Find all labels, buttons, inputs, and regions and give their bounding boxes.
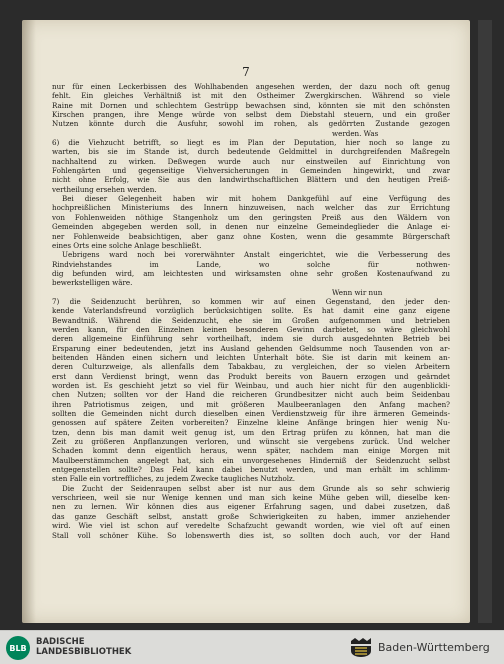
text-line: das ganze Geschäft selbst, anstatt große Schwierigkeiten zu haben, immer anziehender: [52, 511, 450, 521]
text-line: nen zu lernen. Wir können dies aus eigener Erfahrung sagen, und dabei zusetzen, daß: [52, 502, 450, 512]
text-line: Raine mit Dornen und schlechtem Gestrüpp bewachsen sind, könnten sie mit den schönsten: [52, 100, 450, 110]
text-line: nur für einen Leckerbissen des Wohlhabenden angesehen werden, der dazu noch oft genug: [52, 82, 450, 91]
text-line: kende Vaterlandsfreund vorzüglich berücksichtigen sollte. Es hat damit eine ganz eigene: [52, 306, 450, 316]
text-line: dig befunden wird, am leichtesten und wirksamsten ohne sehr großen Kostenaufwand zu: [52, 268, 450, 278]
baden-wuerttemberg-crest-icon: [348, 637, 374, 658]
text-line: Maulbeerstämmchen angelegt hat, sich ein unvorgesehenes Hinderniß der Seidenzucht selbst: [52, 455, 450, 465]
text-line: von Fohlenweiden nöthige Stangenholz um den geringsten Preiß aus den Wäldern von: [52, 212, 450, 222]
text-line: Gemeinden abgegeben werden soll, in denen nur einzelne Gemeindeglieder die Anlage ei-: [52, 222, 450, 232]
blb-name-line1: BADISCHE: [36, 637, 85, 647]
text-line: Nutzen könnte durch die Ausfuhr, sowohl im rohen, als gedörrten Zustande gezogen: [52, 119, 450, 129]
text-line: Schaden kommt denn eigentlich heraus, wenn später, nachdem man einige Morgen mit: [52, 446, 450, 456]
text-line: nachhaltend zu wirken. Deßwegen wurde auch nur einstweilen auf Einrichtung von: [52, 156, 450, 166]
text-line: eines Orts eine solche Anlage beschließt.: [52, 240, 202, 250]
text-line: Fohlengärten und gegenseitige Viehversicherungen in Gemeinden hingewirkt, und zwar: [52, 166, 450, 176]
text-line: Uebrigens ward noch bei vorerwähnter Anstalt eingerichtet, wie die Verbesserung des: [62, 250, 450, 260]
page-edge-strip: [478, 20, 492, 623]
document-page: [22, 20, 470, 623]
text-line: Zeit zu größeren Anpflanzungen verloren, und wünscht sie vergebens zurück. Und welcher: [52, 437, 450, 447]
text-line: tzen, denn bis man damit weit genug ist, um den Ertrag prüfen zu können, hat man die: [52, 427, 450, 437]
text-line: Bei dieser Gelegenheit haben wir mit hohem Dankgefühl auf eine Verfügung des: [62, 194, 450, 204]
blb-name-line2: LANDESBIBLIOTHEK: [36, 647, 132, 657]
text-line: sollten die Gemeinden nicht durch dieselben einen Verdienstzweig für ihre ärmeren Gemeinds-: [52, 409, 450, 419]
blb-logo-icon[interactable]: BLB: [6, 636, 30, 660]
text-line: werden kann, für den Einzelnen keinen besonderen Gewinn darbietet, so wäre gleichwohl: [52, 324, 450, 334]
text-line: verschrieen, weil sie nur Wenige kennen und man sich keine Mühe geben will, dieselbe ken-: [52, 493, 450, 503]
text-line: genossen auf spätere Zeiten vorbereiten? Einzelne kleine Anfänge bringen hier wenig Nu-: [52, 418, 450, 428]
text-line: deren allgemeine Einführung sehr vortheilhaft, indem sie durch ausgedehnten Betrieb bei: [52, 334, 450, 344]
page-number: 7: [242, 65, 250, 79]
text-line: ihren Patriotismus zeigen, und mit größeren Maulbeeranlagen den Anfang machen?: [52, 399, 450, 409]
text-line: Bewandtniß. Während die Seidenzucht, ehe sie im Großen aufgenommen und betrieben: [52, 315, 450, 325]
body-text: [52, 82, 450, 540]
text-line: ner Fohlenweide beabsichtigen, aber ganz ohne Kosten, wenn die gesammte Bürgerschaft: [52, 231, 450, 241]
text-line: Ersparung einer bedeutenden, jetzt ins Ausland gehenden Geldsumme noch Tausenden von ar-: [52, 343, 450, 353]
text-line: vertheilung ersehen werden.: [52, 184, 157, 194]
text-line: Stall voll schöner Kühe. So lobenswerth dies ist, so sollten doch auch, vor der Hand: [52, 530, 450, 540]
text-line: Kirschen prangen, ihre Menge würde von selbst dem Diebstahl steuern, und ein großer: [52, 110, 450, 120]
text-line: fehlt. Ein gleiches Verhältniß ist mit den Ostheimer Zwergkirschen. Während so viele: [52, 91, 450, 101]
text-line: erst dann Verdienst bringt, wenn das Produkt bereits von Bauern erzogen und geärndet: [52, 371, 450, 381]
text-line: worden ist. Es geschieht jetzt so viel für Weinbau, und auch hier nicht für den augenblickli-: [52, 381, 450, 390]
text-line: Wenn wir nun: [332, 287, 383, 297]
text-line: beitenden Händen einen sichern und leichten Unterhalt böte. Sie ist darin mit keinem an-: [52, 352, 450, 362]
text-line: hochpreißlichen Ministeriums des Innern hinzuweisen, nach welcher das zur Errichtung: [52, 203, 450, 213]
baden-wuerttemberg-label[interactable]: Baden-Württemberg: [378, 641, 490, 654]
text-line: sten Falle ein vortreffliches, zu jedem Zwecke taugliches Nutzholz.: [52, 474, 296, 484]
text-line: werden. Was: [332, 128, 379, 138]
text-line: Rindviehstandes im Lande, wo solche für nothwen-: [52, 259, 450, 269]
text-line: 7) die Seidenzucht berühren, so kommen wir auf einen Gegenstand, den jeder den-: [52, 296, 450, 306]
text-line: Die Zucht der Seidenraupen selbst aber ist nur aus dem Grunde als so sehr schwierig: [62, 483, 450, 493]
text-line: 6) die Viehzucht betrifft, so liegt es im Plan der Deputation, hier noch so lange zu: [52, 138, 450, 148]
text-line: entgegenstellen sollte? Das Feld kann dabei benutzt werden, und man erhält im schlimm-: [52, 465, 450, 475]
text-line: bewerkstelligen wäre.: [52, 278, 133, 288]
text-line: chen Nutzen; sollten vor der Hand die reicheren Grundbesitzer nicht auch beim Seidenbau: [52, 390, 450, 400]
footer-bar: [0, 630, 504, 664]
text-line: nicht ohne Erfolg, wie Sie aus den landwirthschaftlichen Blättern und den heutigen Preiß-: [52, 175, 450, 185]
blb-library-name[interactable]: [36, 637, 131, 657]
text-line: warten, bis sie im Stande ist, durch bedeutende Geldmittel in durchgreifenden Maßregeln: [52, 147, 450, 157]
text-line: wird. Wie viel ist schon auf veredelte Schafzucht gewandt worden, wie viel oft auf einen: [52, 521, 450, 531]
text-line: deren Culturzweige, als allenfalls dem Tabakbau, zu vergleichen, der so vielen Arbeitern: [52, 362, 450, 372]
